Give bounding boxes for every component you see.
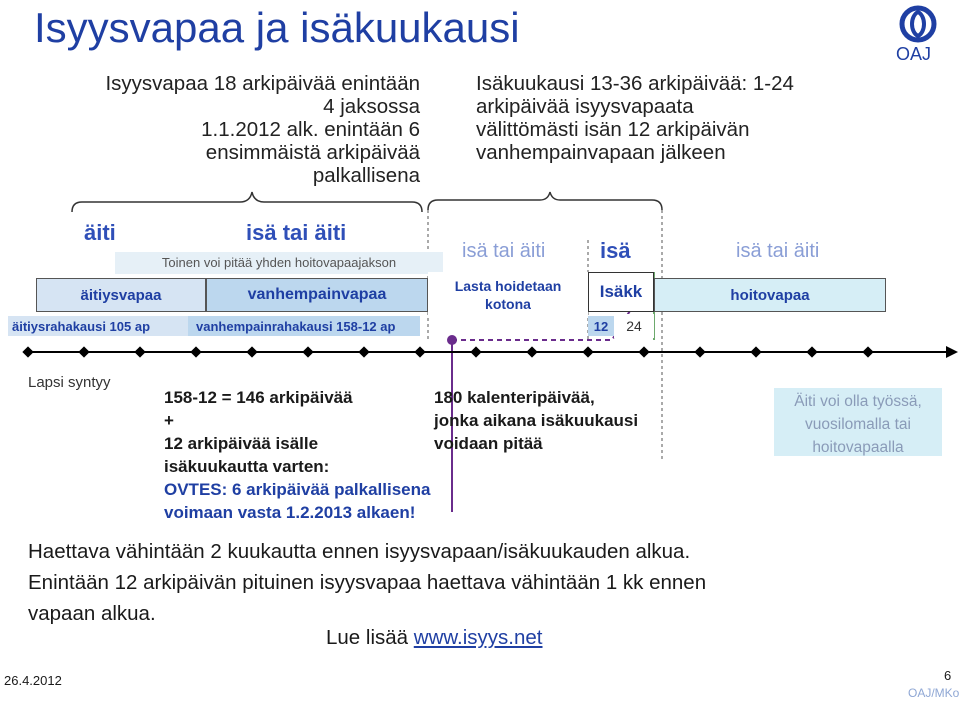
bottom-line-3: vapaan alkua.	[28, 602, 156, 625]
calc-line-5: OVTES: 6 arkipäivää palkallisena	[164, 480, 431, 499]
aiti-voi-olla-box	[774, 388, 942, 456]
right-line-2: arkipäivää isyysvapaata	[476, 95, 694, 118]
purple-dot	[447, 335, 457, 345]
lasta-line-1: Lasta hoidetaan	[454, 278, 562, 294]
tick-5	[302, 346, 313, 357]
hoitovapaa-note: Toinen voi pitää yhden hoitovapaajakson	[115, 252, 443, 274]
aitiysvapaa-box: äitiysvapaa	[36, 278, 206, 312]
svg-text:OAJ: OAJ	[896, 44, 932, 64]
hoitovapaa-box: hoitovapaa	[654, 278, 886, 312]
tick-15	[862, 346, 873, 357]
aitiysrahakausi-label: äitiysrahakausi 105 ap	[8, 316, 188, 336]
header-isa-tai-aiti-2: isä tai äiti	[462, 240, 546, 262]
lue-lisaa	[326, 626, 543, 650]
header-isa-tai-aiti-1: isä tai äiti	[246, 220, 347, 245]
timeline-arrowhead	[946, 346, 958, 358]
left-line-2: 4 jaksossa	[323, 95, 420, 118]
bottom-instructions	[28, 536, 706, 629]
tick-7	[414, 346, 425, 357]
left-line-4: ensimmäistä arkipäivää	[205, 141, 420, 164]
header-isa: isä	[600, 238, 631, 263]
bottom-line-2: Enintään 12 arkipäivän pituinen isyysvapaa haettava vähintään 1 kk ennen	[28, 571, 707, 594]
isakk-24: 24	[614, 314, 654, 338]
right-brace	[428, 192, 662, 210]
aiti-line-3: hoitovapaalla	[812, 439, 904, 456]
lasta-hoidetaan-box	[428, 272, 588, 318]
tick-6	[358, 346, 369, 357]
calc-line-6: voimaan vasta 1.2.2013 alkaen!	[164, 503, 416, 522]
calc-line-1: 158-12 = 146 arkipäivää	[164, 388, 353, 407]
tick-10	[582, 346, 593, 357]
calculation-text	[164, 386, 430, 524]
footer-date: 26.4.2012	[4, 673, 62, 688]
tick-3	[190, 346, 201, 357]
lapsi-syntyy-label: Lapsi syntyy	[28, 374, 111, 391]
tick-8	[470, 346, 481, 357]
lasta-line-2: kotona	[485, 296, 531, 312]
left-line-3: 1.1.2012 alk. enintään 6	[201, 118, 420, 141]
kal-line-1: 180 kalenteripäivää,	[434, 388, 595, 407]
left-line-1: Isyysvapaa 18 arkipäivää enintään	[105, 72, 420, 95]
calc-line-3: 12 arkipäivää isälle	[164, 434, 319, 453]
kalenteripaivaa-text	[434, 386, 638, 455]
kal-line-3: voidaan pitää	[434, 434, 543, 453]
tick-9	[526, 346, 537, 357]
isakk-box: Isäkk	[588, 272, 654, 312]
right-line-3: välittömästi isän 12 arkipäivän	[476, 118, 750, 141]
lue-prefix: Lue lisää	[326, 626, 414, 649]
header-aiti: äiti	[84, 220, 116, 245]
vanhempainrahakausi-label: vanhempainrahakausi 158-12 ap	[188, 316, 420, 336]
tick-1	[78, 346, 89, 357]
tick-2	[134, 346, 145, 357]
page-title: Isyysvapaa ja isäkuukausi	[34, 4, 520, 51]
tick-11	[638, 346, 649, 357]
left-line-5: palkallisena	[312, 164, 420, 187]
tick-0	[22, 346, 33, 357]
tick-4	[246, 346, 257, 357]
right-line-4: vanhempainvapaan jälkeen	[476, 141, 726, 164]
aiti-line-1: Äiti voi olla työssä,	[794, 393, 922, 410]
tick-12	[694, 346, 705, 357]
isakk-12: 12	[588, 316, 614, 336]
page-number: 6	[944, 668, 952, 683]
vanhempainvapaa-box: vanhempainvapaa	[206, 278, 428, 312]
right-line-1: Isäkuukausi 13-36 arkipäivää: 1-24	[476, 72, 794, 95]
kal-line-2: jonka aikana isäkuukausi	[434, 411, 639, 430]
calc-line-4: isäkuukautta varten:	[164, 457, 330, 476]
left-brace	[72, 192, 422, 212]
aiti-line-2: vuosilomalla tai	[805, 416, 911, 433]
tick-14	[806, 346, 817, 357]
tick-13	[750, 346, 761, 357]
bottom-line-1: Haettava vähintään 2 kuukautta ennen isyysvapaan/isäkuukauden alkua.	[28, 540, 691, 563]
footer-credit: OAJ/MKo	[908, 686, 960, 700]
calc-line-2: +	[164, 411, 174, 430]
header-isa-tai-aiti-3: isä tai äiti	[736, 240, 820, 262]
isyys-net-link[interactable]: www.isyys.net	[413, 626, 543, 649]
